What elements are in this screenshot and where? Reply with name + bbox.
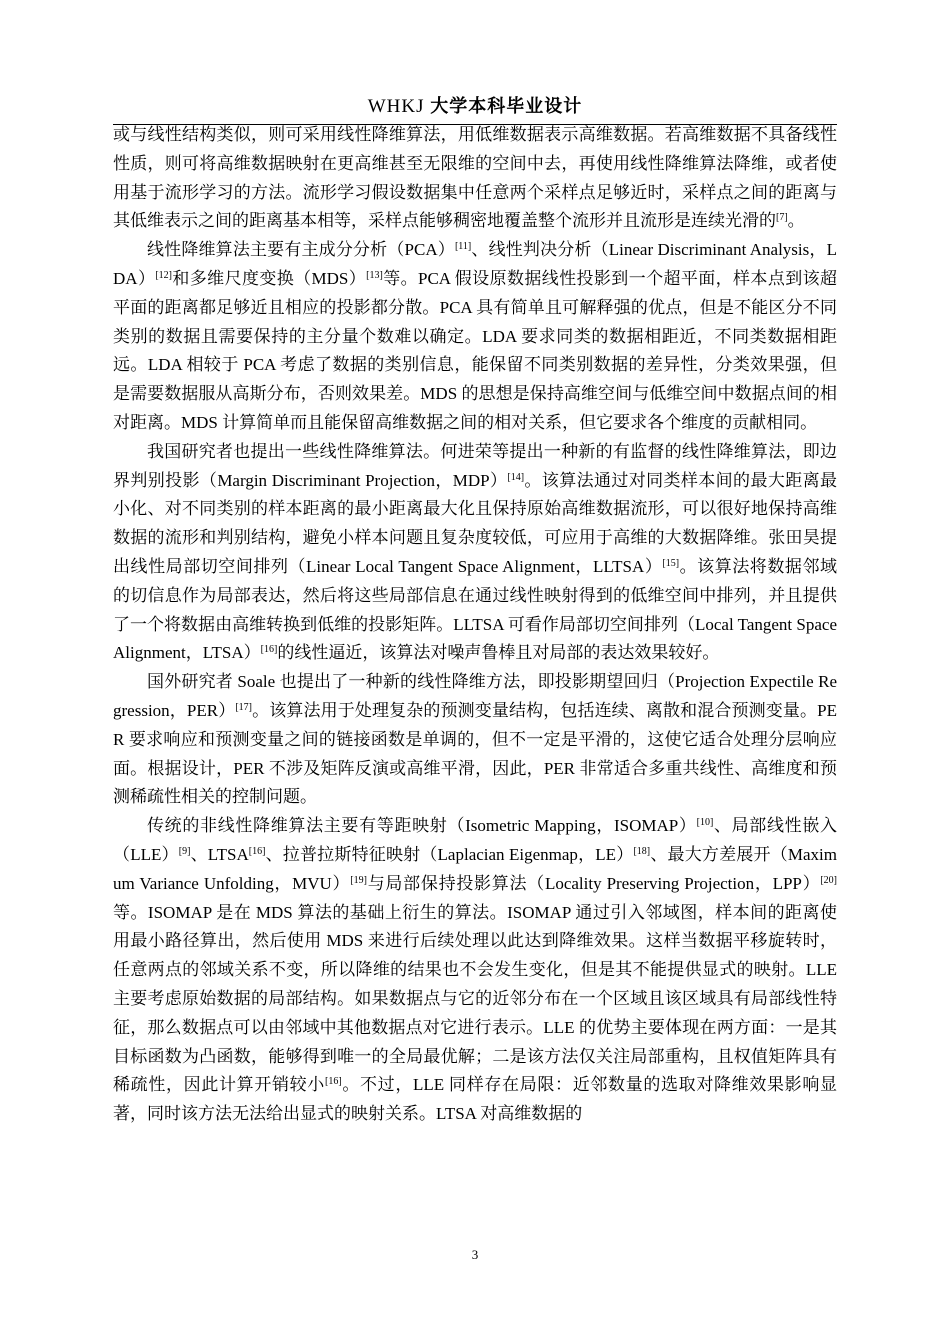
text-run: 。该算法用于处理复杂的预测变量结构，包括连续、离散和混合预测变量。PER 要求响应和预测变量之间的链接函数是单调的，但不一定是平滑的，这使它适合处理分层响应面。根据设计，PER 不涉及矩阵反演或高维平滑，因此，PER 非常适合多重共线性、高维度和预测稀疏性相关的控制问题。 xyxy=(113,700,837,807)
text-run: 国外研究者 Soale 也提出了一种新的线性降维方法，即投影期望回归（Projection Expectile Regression，PER） xyxy=(113,672,837,720)
paragraph-4 xyxy=(113,668,837,812)
paragraph-2 xyxy=(113,236,837,438)
text-run: 和多维尺度变换（MDS） xyxy=(172,268,367,288)
text-run: 等。ISOMAP 是在 MDS 算法的基础上衍生的算法。ISOMAP 通过引入邻域图，样本间的距离使用最小路径算出，然后使用 MDS 来进行后续处理以此达到降维效果。这样当数据平移旋转时，任意两点的邻域关系不变，所以降维的结果也不会发生变化，但是其不能提供显式的映射。LLE 主要考虑原始数据的局部结构。如果数据点与它的近邻分布在一个区域且该区域具有局部线性特征，那么数据点可以由邻域中其他数据点对它进行表示。LLE 的优势主要体现在两方面：一是其目标函数为凸函数，能够得到唯一的全局最优解；二是该方法仅关注局部重构，且权值矩阵具有稀疏性，因此计算开销较小 xyxy=(113,902,837,1095)
citation-ref: [12] xyxy=(155,269,173,281)
text-run: 、局部线性嵌入（LLE） xyxy=(113,816,838,864)
citation-ref: [11] xyxy=(454,241,472,253)
citation-ref: [14] xyxy=(507,471,525,483)
body-text xyxy=(113,121,837,1129)
text-run: 的线性逼近，该算法对噪声鲁棒且对局部的表达效果较好。 xyxy=(277,643,720,663)
paragraph-3 xyxy=(113,438,837,668)
paragraph-1 xyxy=(113,121,837,236)
text-run: 。该算法将数据邻域的切信息作为局部表达，然后将这些局部信息在通过线性映射得到的低维空间中排列，并且提供了一个将数据由高维转换到低维的投影矩阵。LLTSA 可看作局部切空间排列（Local Tangent Space Alignment，LTSA） xyxy=(113,556,838,663)
text-run: 。不过，LLE 同样存在局限：近邻数量的选取对降维效果影响显著，同时该方法无法给出显式的映射关系。LTSA 对高维数据的 xyxy=(113,1075,838,1124)
text-run: 、线性判决分析（Linear Discriminant Analysis，LDA） xyxy=(113,240,837,288)
citation-ref: [18] xyxy=(633,845,651,857)
paragraph-5 xyxy=(113,812,837,1129)
text-run: 与局部保持投影算法（Locality Preserving Projection，LPP） xyxy=(366,873,821,893)
text-run: 线性降维算法主要有主成分分析（PCA） xyxy=(147,240,455,260)
page-number: 3 xyxy=(471,1247,479,1262)
citation-ref: [13] xyxy=(366,269,383,281)
text-run: 、LTSA xyxy=(190,844,249,864)
citation-ref: [20] xyxy=(820,874,837,886)
citation-ref: [9] xyxy=(178,845,191,857)
citation-ref: [7] xyxy=(776,212,788,224)
citation-ref: [15] xyxy=(662,557,680,569)
text-run: 、拉普拉斯特征映射（Laplacian Eigenmap，LE） xyxy=(265,844,634,864)
text-run: 传统的非线性降维算法主要有等距映射（Isometric Mapping，ISOMAP） xyxy=(147,816,697,836)
text-run: 、最大方差展开（Maximum Variance Unfolding，MVU） xyxy=(113,844,837,893)
text-run: 。该算法通过对同类样本间的最大距离最小化、对不同类别的样本距离的最小距离最大化且保持原始高维数据流形，可以很好地保持高维数据的流形和判别结构，避免小样本问题且复杂度较低，可应用于高维的大数据降维。张田昊提出线性局部切空间排列（Linear Local Tangent Space Alignment，LLTSA） xyxy=(113,470,837,576)
citation-ref: [16] xyxy=(260,644,278,656)
citation-ref: [17] xyxy=(235,701,252,713)
citation-ref: [16] xyxy=(324,1076,342,1088)
text-run: 。 xyxy=(787,211,805,231)
citation-ref: [19] xyxy=(350,874,367,886)
citation-ref: [10] xyxy=(696,817,714,829)
header-title: 大学本科毕业设计 xyxy=(430,96,583,117)
text-run: 我国研究者也提出一些线性降维算法。何进荣等提出一种新的有监督的线性降维算法，即边界判别投影（Margin Discriminant Projection，MDP） xyxy=(113,441,837,490)
citation-ref: [16] xyxy=(248,845,266,857)
text-run: 或与线性结构类似，则可采用线性降维算法，用低维数据表示高维数据。若高维数据不具备线性性质，则可将高维数据映射在更高维甚至无限维的空间中去，再使用线性降维算法降维，或者使用基于流形学习的方法。流形学习假设数据集中任意两个采样点足够近时，采样点之间的距离与其低维表示之间的距离基本相等，采样点能够稠密地覆盖整个流形并且流形是连续光滑的 xyxy=(113,125,837,231)
header-prefix: WHKJ xyxy=(367,96,425,117)
text-run: 等。PCA 假设原数据线性投影到一个超平面，样本点到该超平面的距离都足够近且相应的投影都分散。PCA 具有简单且可解释强的优点，但是不能区分不同类别的数据且需要保持的主分量个数难以确定。LDA 要求同类的数据相距近，不同类数据相距远。LDA 相较于 PCA 考虑了数据的类别信息，能保留不同类别数据的差异性，分类效果强，但是需要数据服从高斯分布，否则效果差。MDS 的思想是保持高维空间与低维空间中数据点间的相对距离。MDS 计算简单而且能保留高维数据之间的相对关系，但它要求各个维度的贡献相同。 xyxy=(113,268,837,432)
